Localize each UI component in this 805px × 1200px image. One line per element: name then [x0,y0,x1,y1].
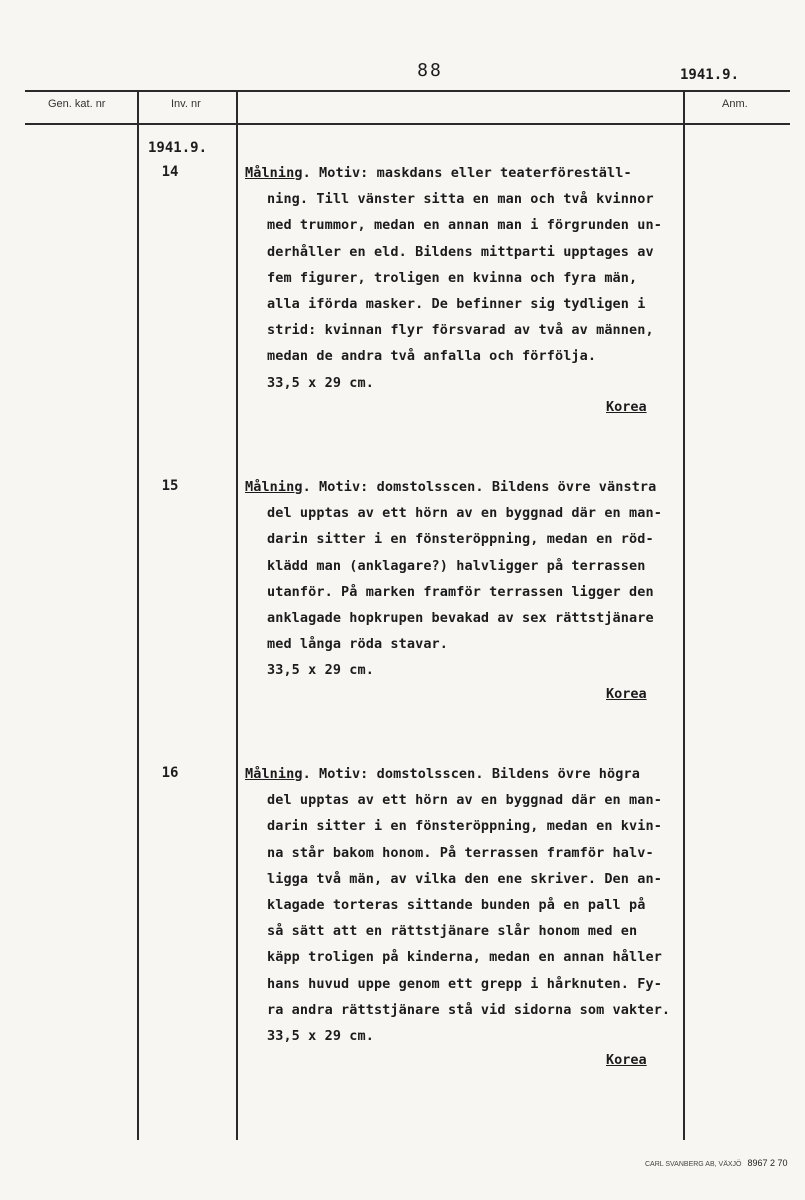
entry-line: derhåller en eld. Bildens mittparti upptages av [267,243,654,260]
inventory-number: 15 [161,478,179,494]
entry-line: na står bakom honom. På terrassen framför halv- [267,844,654,861]
column-divider-middle [236,90,238,1140]
entry-dimensions: 33,5 x 29 cm. [267,374,374,391]
entry-line: darin sitter i en fönsteröppning, medan en kvin- [267,818,662,835]
entry-line: del upptas av ett hörn av en byggnad där en man- [267,792,662,809]
header-bottom-rule [25,123,790,125]
entry-line: . Motiv: maskdans eller teaterföreställ- [302,165,632,181]
entry-line: . Motiv: domstolsscen. Bildens övre vänstra [302,479,657,495]
inventory-number: 16 [161,765,179,781]
column-divider-left [137,90,139,1140]
entry-keyword: Målning [245,165,303,181]
header-year: 1941.9. [680,67,740,83]
entry-line: käpp troligen på kinderna, medan en annan håller [267,949,662,966]
page-number: 88 [417,60,443,81]
inventory-number: 14 [161,164,179,180]
entry-place: Korea [606,686,647,702]
column-head-gen-kat: Gen. kat. nr [48,98,106,110]
entry-line: med trummor, medan en annan man i förgrunden un- [267,217,662,234]
printer-imprint [645,1158,787,1168]
entry-line: utanför. På marken framför terrassen ligger den [267,583,654,600]
entry-description [245,761,685,1049]
entry-keyword: Målning [245,766,303,782]
series-number: 1941.9. [148,140,208,156]
entry-line: klädd man (anklagare?) halvligger på terrassen [267,557,646,574]
printer-name: CARL SVANBERG AB, VÄXJÖ [645,1161,742,1168]
entry-line: så sätt att en rättstjänare slår honom med en [267,923,638,940]
entry-place: Korea [606,399,647,415]
entry-line: anklagade hopkrupen bevakad av sex rättstjänare [267,610,654,627]
entry-line: hans huvud uppe genom ett grepp i hårknuten. Fy- [267,975,662,992]
entry-description [245,160,685,396]
entry-line: ning. Till vänster sitta en man och två kvinnor [267,191,654,208]
column-head-anm: Anm. [722,98,748,110]
entry-description [245,474,685,684]
entry-line: strid: kvinnan flyr försvarad av två av männen, [267,322,654,339]
entry-line: alla iförda masker. De befinner sig tydligen i [267,296,646,313]
entry-line: klagade torteras sittande bunden på en pall på [267,897,646,914]
entry-dimensions: 33,5 x 29 cm. [267,1028,374,1045]
entry-place: Korea [606,1052,647,1068]
entry-keyword: Målning [245,479,303,495]
entry-line: med långa röda stavar. [267,636,449,653]
entry-line: darin sitter i en fönsteröppning, medan en röd- [267,531,654,548]
entry-line: del upptas av ett hörn av en byggnad där en man- [267,505,662,522]
entry-dimensions: 33,5 x 29 cm. [267,662,374,679]
column-head-inv: Inv. nr [171,98,201,110]
entry-line: . Motiv: domstolsscen. Bildens övre högra [302,766,640,782]
entry-line: ra andra rättstjänare stå vid sidorna som vakter. [267,1001,671,1018]
header-top-rule [25,90,790,92]
entry-line: fem figurer, troligen en kvinna och fyra män, [267,269,638,286]
form-code: 8967 2 70 [747,1158,788,1168]
entry-line: medan de andra två anfalla och förfölja. [267,348,597,365]
entry-line: ligga två män, av vilka den ene skriver. Den an- [267,870,662,887]
